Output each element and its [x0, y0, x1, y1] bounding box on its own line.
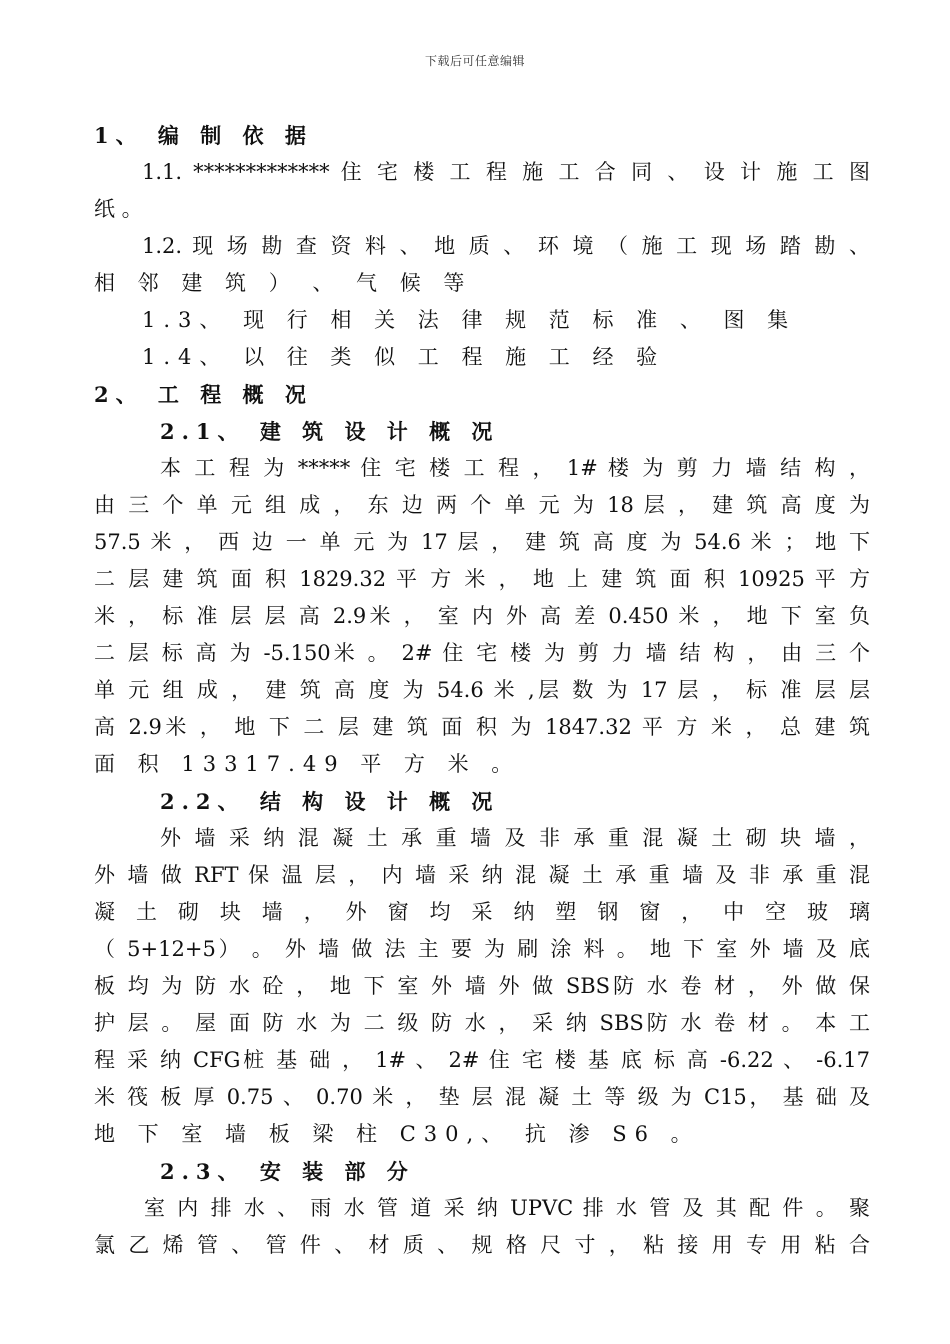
subsection-heading-2-3: 2.3、 安 装 部 分	[160, 1159, 415, 1184]
paragraph-line: 地 下 室 墙 板 梁 柱 C30,、 抗 渗 S6 。	[94, 1122, 700, 1146]
paragraph-line: 纸 。	[94, 197, 143, 221]
paragraph-line: 二 层 建 筑 面 积 1829.32 平 方 米 ， 地 上 建 筑 面 积 10925 平 方	[94, 567, 870, 591]
paragraph-line: 本 工 程 为 ***** 住 宅 楼 工 程 ， 1# 楼 为 剪 力 墙 结 构 ，	[160, 456, 870, 480]
document-body	[94, 117, 870, 1264]
paragraph-line: 外 墙 采 纳 混 凝 土 承 重 墙 及 非 承 重 混 凝 土 砌 块 墙 ，	[160, 826, 870, 850]
subsection-heading-2-2: 2.2、 结 构 设 计 概 况	[160, 789, 500, 814]
paragraph-line: 面 积 13317.49 平 方 米 。	[94, 752, 521, 776]
paragraph-line: 高 2.9米 ， 地 下 二 层 建 筑 面 积 为 1847.32 平 方 米 ， 总 建 筑	[94, 715, 870, 739]
paragraph-line: 由 三 个 单 元 组 成 ， 东 边 两 个 单 元 为 18 层 ， 建 筑 高 度 为	[94, 493, 870, 517]
paragraph-line: 1.2. 现 场 勘 查 资 料 、 地 质 、 环 境 （ 施 工 现 场 踏 勘 、	[142, 234, 870, 258]
section-heading-1: 1、 编 制 依 据	[94, 123, 313, 148]
paragraph-line: 程 采 纳 CFG桩 基 础 ， 1# 、 2# 住 宅 楼 基 底 标 高 -6.22 、 -6.17	[94, 1048, 870, 1072]
paragraph-line: 57.5 米 ， 西 边 一 单 元 为 17 层 ， 建 筑 高 度 为 54.6 米 ； 地 下	[94, 530, 870, 554]
paragraph-line: 凝 土 砌 块 墙 ， 外 窗 均 采 纳 塑 钢 窗 ， 中 空 玻 璃	[94, 900, 870, 924]
section-heading-2: 2、 工 程 概 况	[94, 382, 313, 407]
paragraph-line: 板 均 为 防 水 砼 ， 地 下 室 外 墙 外 做 SBS防 水 卷 材 ， 外 做 保	[94, 974, 870, 998]
paragraph-line: 外 墙 做 RFT 保 温 层 ， 内 墙 采 纳 混 凝 土 承 重 墙 及 非 承 重 混	[94, 863, 870, 887]
paragraph-line: （ 5+12+5） 。 外 墙 做 法 主 要 为 刷 涂 料 。 地 下 室 外 墙 及 底	[94, 937, 870, 961]
paragraph-line: 1.3、 现 行 相 关 法 律 规 范 标 准 、 图 集	[142, 308, 797, 332]
paragraph-line: 1.4、 以 往 类 似 工 程 施 工 经 验	[142, 345, 666, 369]
paragraph-line: 氯 乙 烯 管 、 管 件 、 材 质 、 规 格 尺 寸 ， 粘 接 用 专 用 粘 合	[94, 1233, 870, 1257]
paragraph-line: 室 内 排 水 、 雨 水 管 道 采 纳 UPVC 排 水 管 及 其 配 件 。 聚	[144, 1196, 870, 1220]
header-note: 下载后可任意编辑	[424, 54, 525, 68]
paragraph-line: 米 筏 板 厚 0.75 、 0.70 米 ， 垫 层 混 凝 土 等 级 为 C15， 基 础 及	[94, 1085, 870, 1109]
subsection-heading-2-1: 2.1、 建 筑 设 计 概 况	[160, 419, 500, 444]
paragraph-line: 相 邻 建 筑 ） 、 气 候 等	[94, 271, 473, 295]
paragraph-line: 1.1. ************* 住 宅 楼 工 程 施 工 合 同 、 设 计 施 工 图	[142, 160, 870, 184]
paragraph-line: 米 ， 标 准 层 层 高 2.9米 ， 室 内 外 高 差 0.450 米 ， 地 下 室 负	[94, 604, 870, 628]
paragraph-line: 单 元 组 成 ， 建 筑 高 度 为 54.6 米 ,层 数 为 17 层 ， 标 准 层 层	[94, 678, 870, 702]
paragraph-line: 护 层 。 屋 面 防 水 为 二 级 防 水 ， 采 纳 SBS防 水 卷 材 。 本 工	[94, 1011, 870, 1035]
paragraph-line: 二 层 标 高 为 -5.150米 。 2# 住 宅 楼 为 剪 力 墙 结 构 ， 由 三 个	[94, 641, 870, 665]
